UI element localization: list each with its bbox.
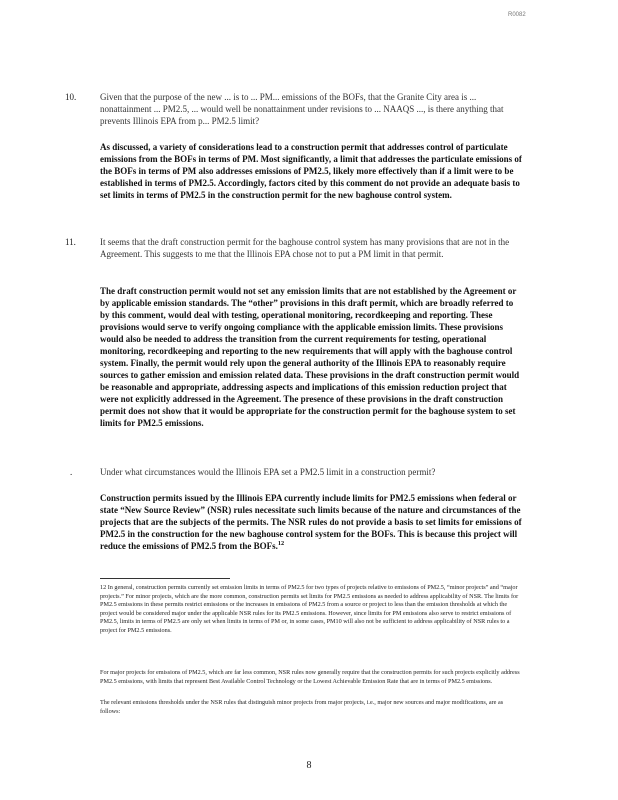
answer-11-text: The draft construction permit would not set any emission limits that are not established by the Agreement or by applicable emission standards. The “other” provisions in this draft permit, which are broadly referred to by this comment, would deal with testing, operational monitoring, recordkeeping and reporting. These provisions would serve to verify ongoing compliance with the applicable emission limits. These provisions would also be needed to address the transition from the current requirements for testing, operational monitoring, recordkeeping and reporting to the new requirements that will apply with the baghouse control system. Finally, the permit would rely upon the general authority of the Illinois EPA to reasonably require sources to gather emission and emission related data. These provisions in the draft construction permit would be reasonable and appropriate, addressing aspects and implications of this emission reduction project that were not explicitly addressed in the Agreement. The presence of these provisions in the draft construction permit does not show that it would be appropriate for the construction permit for the baghouse system to set limits for PM2.5 emissions. bbox=[100, 286, 520, 428]
footnote-separator bbox=[100, 578, 230, 579]
footnote-12-ref: 12 bbox=[277, 540, 285, 547]
footnote-12-paragraph-1: 12 In general, construction permits currently set emission limits in terms of PM2.5 for two types of projects relative to emissions of PM2.5, “minor projects” and “major projects.” For minor projects, which are the more common, construction permits set limits for PM2.5 emissions as needed to address applicability of NSR. The limits for PM2.5 emissions in these permits restrict emissions or the increases in emissions of PM2.5 from a source or project to less than the emission thresholds at which the project would be considered major under the applicable NSR rules for its PM2.5 emissions. However, since limits for PM emissions also serve to restrict emissions of PM2.5, limits in terms of PM2.5 are only set when limits in terms of PM or, in some cases, PM10 will also not be sufficient to address applicability of NSR rules to a project for PM2.5 emissions. bbox=[100, 584, 519, 634]
question-12-number: . bbox=[70, 467, 73, 477]
document-id-stamp: R0082 bbox=[508, 12, 526, 18]
question-11-text: It seems that the draft construction permit for the baghouse control system has many provisions that are not in the Agreement. This suggests to me that the Illinois EPA chose not to put a PM limit in that permit. bbox=[100, 237, 510, 259]
question-10-text: Given that the purpose of the new ... is to ... PM... emissions of the BOFs, that the Granite City area is ... nonattainment ... PM2.5, ... would well be nonattainment under revisions to ... NAAQS ..., is there anything that prevents Illinois EPA from p... PM2.5 limit? bbox=[100, 92, 504, 126]
footnote-12-paragraph-3: The relevant emissions thresholds under the NSR rules that distinguish minor projects from major projects, i.e., major new sources and major modifications, are as follows: bbox=[100, 699, 504, 715]
question-10-number: 10. bbox=[65, 92, 77, 102]
footnote-12-paragraph-2: For major projects for emissions of PM2.5, which are far less common, NSR rules now generally require that the construction permits for such projects explicitly address PM2.5 emissions, with limits that represent Best Available Control Technology or the Lowest Achievable Emission Rate that are in terms of PM2.5 emissions. bbox=[100, 669, 520, 685]
answer-10-text: As discussed, a variety of considerations lead to a construction permit that addresses control of particulate emissions from the BOFs in terms of PM. Most significantly, a limit that addresses the particulate emissions of the BOFs in terms of PM also addresses emissions of PM2.5, likely more effectively than if a limit were to be established in terms of PM2.5. Accordingly, factors cited by this comment do not provide an adequate basis to set limits in terms of PM2.5 in the construction permit for the new baghouse control system. bbox=[100, 142, 522, 200]
question-12-text: Under what circumstances would the Illinois EPA set a PM2.5 limit in a construction permit? bbox=[100, 467, 436, 477]
answer-12-body: Construction permits issued by the Illinois EPA currently include limits for PM2.5 emissions when federal or state “New Source Review” (NSR) rules necessitate such limits because of the nature and circumstances of the projects that are the subjects of the permits. The NSR rules do not provide a basis to set limits for emissions of PM2.5 in the construction for the new baghouse control system for the BOFs. This is because this project will reduce the emissions of PM2.5 from the BOFs. bbox=[100, 493, 522, 551]
question-11-number: 11. bbox=[65, 237, 76, 247]
answer-12-text bbox=[100, 492, 522, 552]
page-number: 8 bbox=[306, 760, 312, 771]
